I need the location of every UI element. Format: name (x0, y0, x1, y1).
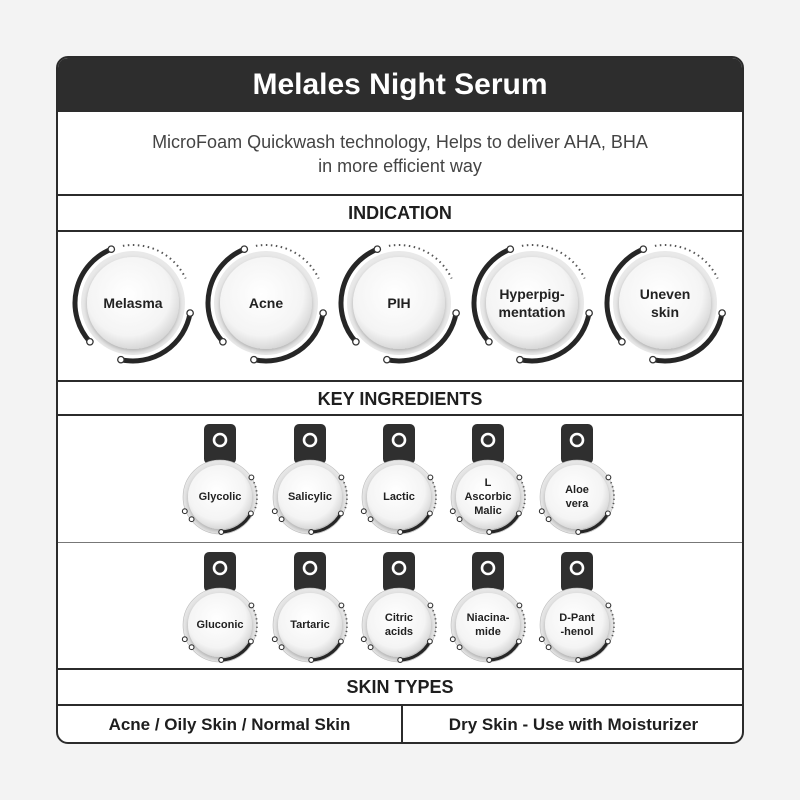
skin-type-dry: Dry Skin - Use with Moisturizer (448, 715, 699, 734)
indication-row (58, 234, 742, 380)
divider (58, 542, 742, 543)
skin-types-heading: SKIN TYPES (346, 676, 454, 697)
indication-label: Hyperpig- mentation (498, 286, 566, 320)
ingredient-badge (443, 424, 533, 538)
ingredient-label: Salicylic (287, 491, 333, 503)
ingredient-label: Lactic (383, 491, 415, 503)
indication-label: PIH (387, 295, 411, 311)
ingredients-row-1 (58, 416, 742, 541)
ingredients-row-2 (58, 544, 742, 668)
ingredient-label: Aloe vera (565, 484, 589, 510)
product-title: Melales Night Serum (58, 58, 742, 112)
ingredient-label: L Ascorbic Malic (464, 477, 512, 517)
ingredient-badge (354, 424, 444, 538)
ingredient-badge (265, 424, 355, 538)
ingredient-badge (175, 424, 265, 538)
ingredient-label: Niacina- mide (466, 612, 510, 638)
indication-badge (469, 240, 595, 366)
tagline-line-2: in more efficient way (318, 156, 482, 176)
ingredient-badge (175, 552, 265, 666)
indication-badge (70, 240, 196, 366)
ingredient-label: Tartaric (290, 619, 330, 631)
indication-heading: INDICATION (348, 202, 452, 223)
ingredient-badge (532, 552, 622, 666)
ingredient-badge (265, 552, 355, 666)
ingredient-badge (532, 424, 622, 538)
tagline-line-1: MicroFoam Quickwash technology, Helps to deliver AHA, BHA (152, 132, 648, 152)
indication-badge (602, 240, 728, 366)
divider (58, 230, 742, 232)
indication-label: Melasma (103, 295, 163, 311)
indication-label: Uneven skin (639, 286, 691, 320)
ingredient-badge (354, 552, 444, 666)
ingredient-label: Gluconic (196, 619, 244, 631)
indication-label: Acne (248, 295, 284, 311)
ingredient-label: Glycolic (198, 491, 242, 503)
key-ingredients-heading: KEY INGREDIENTS (317, 388, 483, 409)
tagline (58, 114, 742, 194)
indication-badge (203, 240, 329, 366)
ingredient-label: D-Pant -henol (559, 612, 595, 638)
product-card (56, 56, 744, 744)
ingredient-label: Citric acids (384, 612, 414, 638)
indication-badge (336, 240, 462, 366)
skin-type-oily: Acne / Oily Skin / Normal Skin (108, 715, 351, 734)
ingredient-badge (443, 552, 533, 666)
